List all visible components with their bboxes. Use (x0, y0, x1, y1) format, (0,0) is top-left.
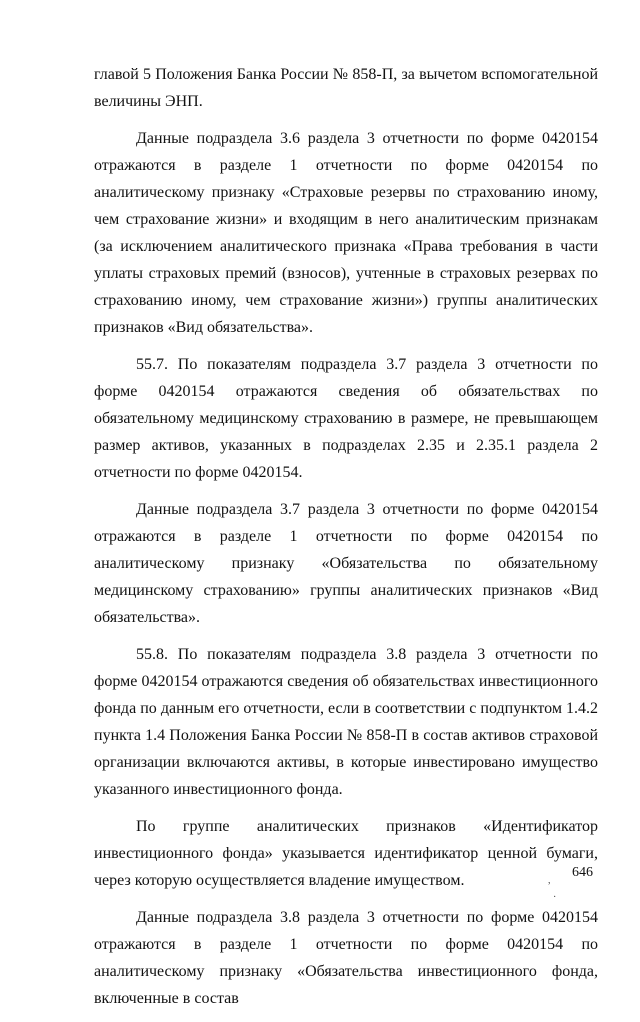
scan-mark: · (553, 892, 557, 903)
scan-mark: , (548, 875, 551, 886)
paragraph-continuation: главой 5 Положения Банка России № 858-П, за вычетом вспомогательной величины ЭНП. (94, 66, 598, 110)
paragraph-fund-identifier: По группе аналитических признаков «Идентификатор инвестиционного фонда» указывается идентификатор ценной бумаги, через которую осуществляется владение имуществом. (94, 818, 598, 889)
paragraph-item-55-7: 55.7. По показателям подраздела 3.7 раздела 3 отчетности по форме 0420154 отражаются сведения об обязательствах по обязательному медицинскому страхованию в размере, не превышающем размер активов, указанных в подразделах 2.35 и 2.35.1 раздела 2 отчетности по форме 0420154. (94, 356, 598, 481)
paragraph-subsection-3-6-data: Данные подраздела 3.6 раздела 3 отчетности по форме 0420154 отражаются в разделе 1 отчетности по форме 0420154 по аналитическому признаку «Страховые резервы по страхованию иному, чем страхование жизни» и входящим в него аналитическим признакам (за исключением аналитического признака «Права требования в части уплаты страховых премий (взносов), учтенные в страховых резервах по страхованию иному, чем страхование жизни») группы аналитических признаков «Вид обязательства». (94, 130, 598, 336)
paragraph-subsection-3-7-data: Данные подраздела 3.7 раздела 3 отчетности по форме 0420154 отражаются в разделе 1 отчетности по форме 0420154 по аналитическому признаку «Обязательства по обязательному медицинскому страхованию» группы аналитических признаков «Вид обязательства». (94, 501, 598, 626)
page-number: 646 (572, 865, 593, 880)
paragraph-subsection-3-8-data: Данные подраздела 3.8 раздела 3 отчетности по форме 0420154 отражаются в разделе 1 отчетности по форме 0420154 по аналитическому признаку «Обязательства инвестиционного фонда, включенные в состав (94, 909, 598, 1007)
paragraph-item-55-8: 55.8. По показателям подраздела 3.8 раздела 3 отчетности по форме 0420154 отражаются сведения об обязательствах инвестиционного фонда по данным его отчетности, если в соответствии с подпунктом 1.4.2 пункта 1.4 Положения Банка России № 858-П в состав активов страховой организации включаются активы, в которые инвестировано имущество указанного инвестиционного фонда. (94, 646, 598, 798)
document-body (94, 61, 598, 1022)
